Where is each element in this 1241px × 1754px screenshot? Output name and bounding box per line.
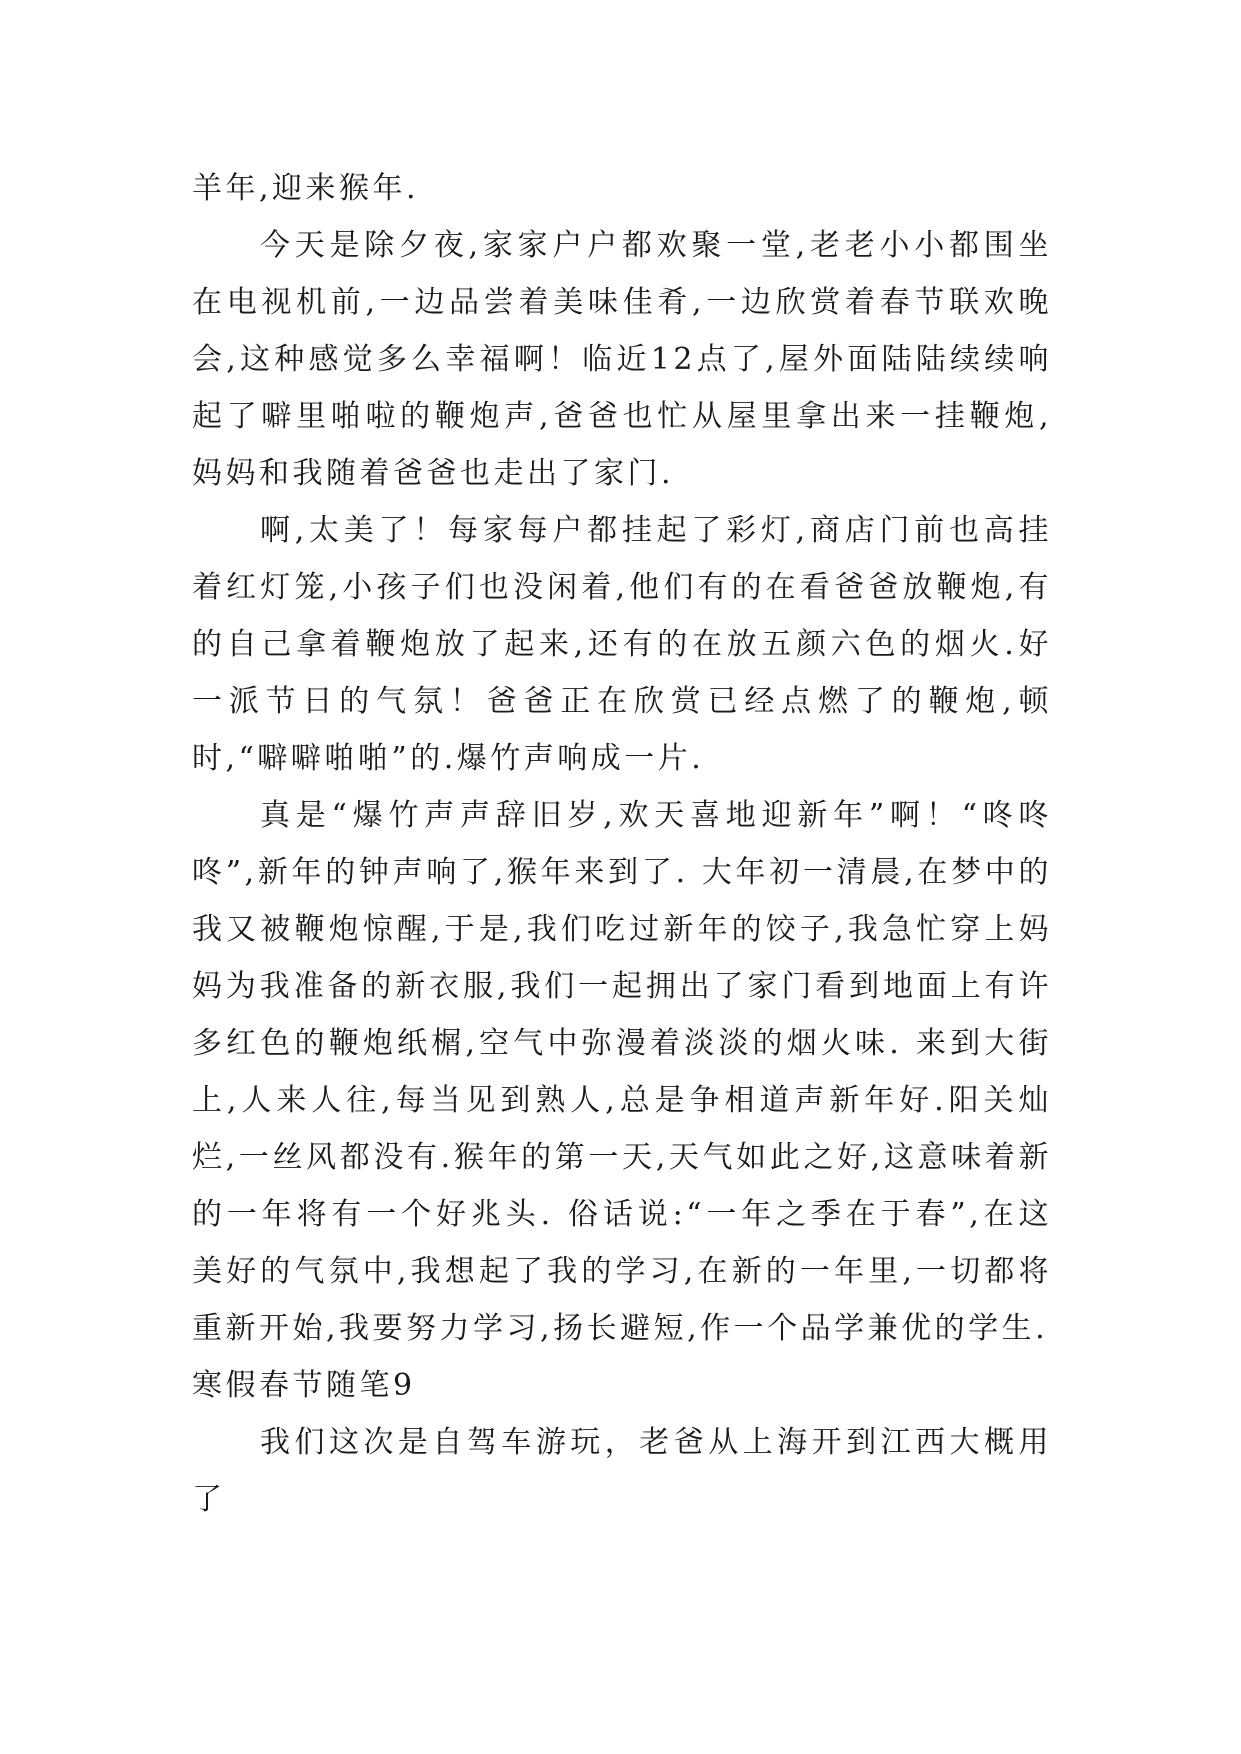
paragraph-road-trip: 我们这次是自驾车游玩，老爸从上海开到江西大概用了 <box>192 1425 1052 1517</box>
paragraph-new-years-eve: 今天是除夕夜,家家户户都欢聚一堂,老老小小都围坐在电视机前,一边品尝着美味佳肴,一边欣赏着春节联欢晚会,这种感觉多么幸福啊！临近12点了,屋外面陆陆续续响起了噼里啪啦的鞭炮声,爸爸也忙从屋里拿出来一挂鞭炮,妈妈和我随着爸爸也走出了家门. <box>192 228 1052 491</box>
section-heading: 寒假春节随笔9 <box>192 1368 416 1403</box>
paragraph-lanterns: 啊,太美了！每家每户都挂起了彩灯,商店门前也高挂着红灯笼,小孩子们也没闲着,他们有的在看爸爸放鞭炮,有的自己拿着鞭炮放了起来,还有的在放五颜六色的烟火.好一派节日的气氛！爸爸正在欣赏已经点燃了的鞭炮,顿时,“噼噼啪啪”的.爆竹声响成一片. <box>192 513 1052 776</box>
document-page <box>192 160 1052 1528</box>
paragraph-continuation: 羊年,迎来猴年. <box>192 171 420 206</box>
paragraph-new-year-morning: 真是“爆竹声声辞旧岁,欢天喜地迎新年”啊！“咚咚咚”,新年的钟声响了,猴年来到了. 大年初一清晨,在梦中的我又被鞭炮惊醒,于是,我们吃过新年的饺子,我急忙穿上妈妈为我准备的新衣服,我们一起拥出了家门看到地面上有许多红色的鞭炮纸榍,空气中弥漫着淡淡的烟火味. 来到大街上,人来人往,每当见到熟人,总是争相道声新年好.阳关灿烂,一丝风都没有.猴年的第一天,天气如此之好,这意味着新的一年将有一个好兆头. 俗话说:“一年之季在于春”,在这美好的气氛中,我想起了我的学习,在新的一年里,一切都将重新开始,我要努力学习,扬长避短,作一个品学兼优的学生. <box>192 798 1052 1346</box>
